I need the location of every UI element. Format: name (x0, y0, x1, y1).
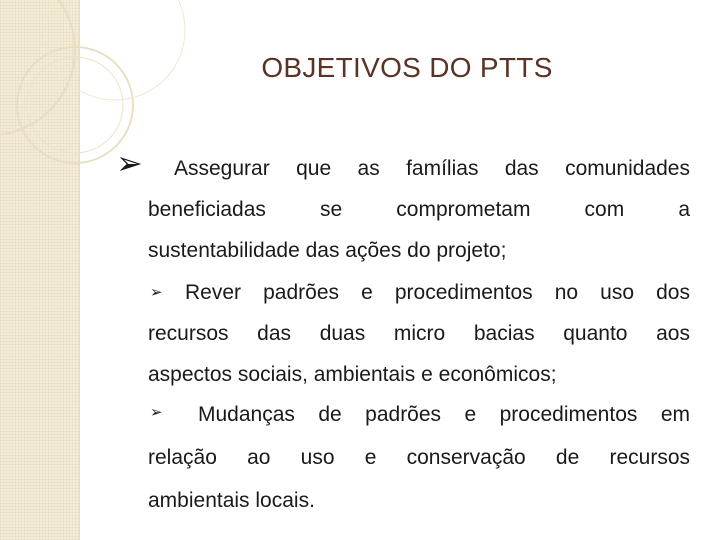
bullet-2-line-1: Rever padrões e procedimentos no uso dos (185, 281, 690, 304)
bullet-1-line-3: sustentabilidade das ações do projeto; (148, 239, 507, 262)
bullet-2-line-2: recursos das duas micro bacias quanto aos (148, 322, 690, 345)
bullet-item-3 (148, 393, 690, 522)
arrow-bullet-icon: ➢ (116, 144, 143, 182)
arrow-bullet-icon: ➢ (150, 283, 163, 301)
bullet-1-line-2: beneficiadas se comprometam com a (148, 198, 690, 221)
arrow-bullet-icon: ➢ (150, 403, 163, 421)
bullet-3-line-2: relação ao uso e conservação de recursos (148, 446, 690, 469)
bullet-3-line-3: ambientais locais. (148, 489, 315, 512)
bullet-3-line-1: Mudanças de padrões e procedimentos em (198, 403, 690, 426)
bullet-2-line-3: aspectos sociais, ambientais e econômicos; (148, 363, 557, 386)
bullet-item-2 (148, 272, 690, 395)
bullet-1-line-1: Assegurar que as famílias das comunidades (174, 157, 690, 180)
bullet-item-1 (148, 148, 690, 271)
slide-title: OBJETIVOS DO PTTS (261, 52, 553, 83)
